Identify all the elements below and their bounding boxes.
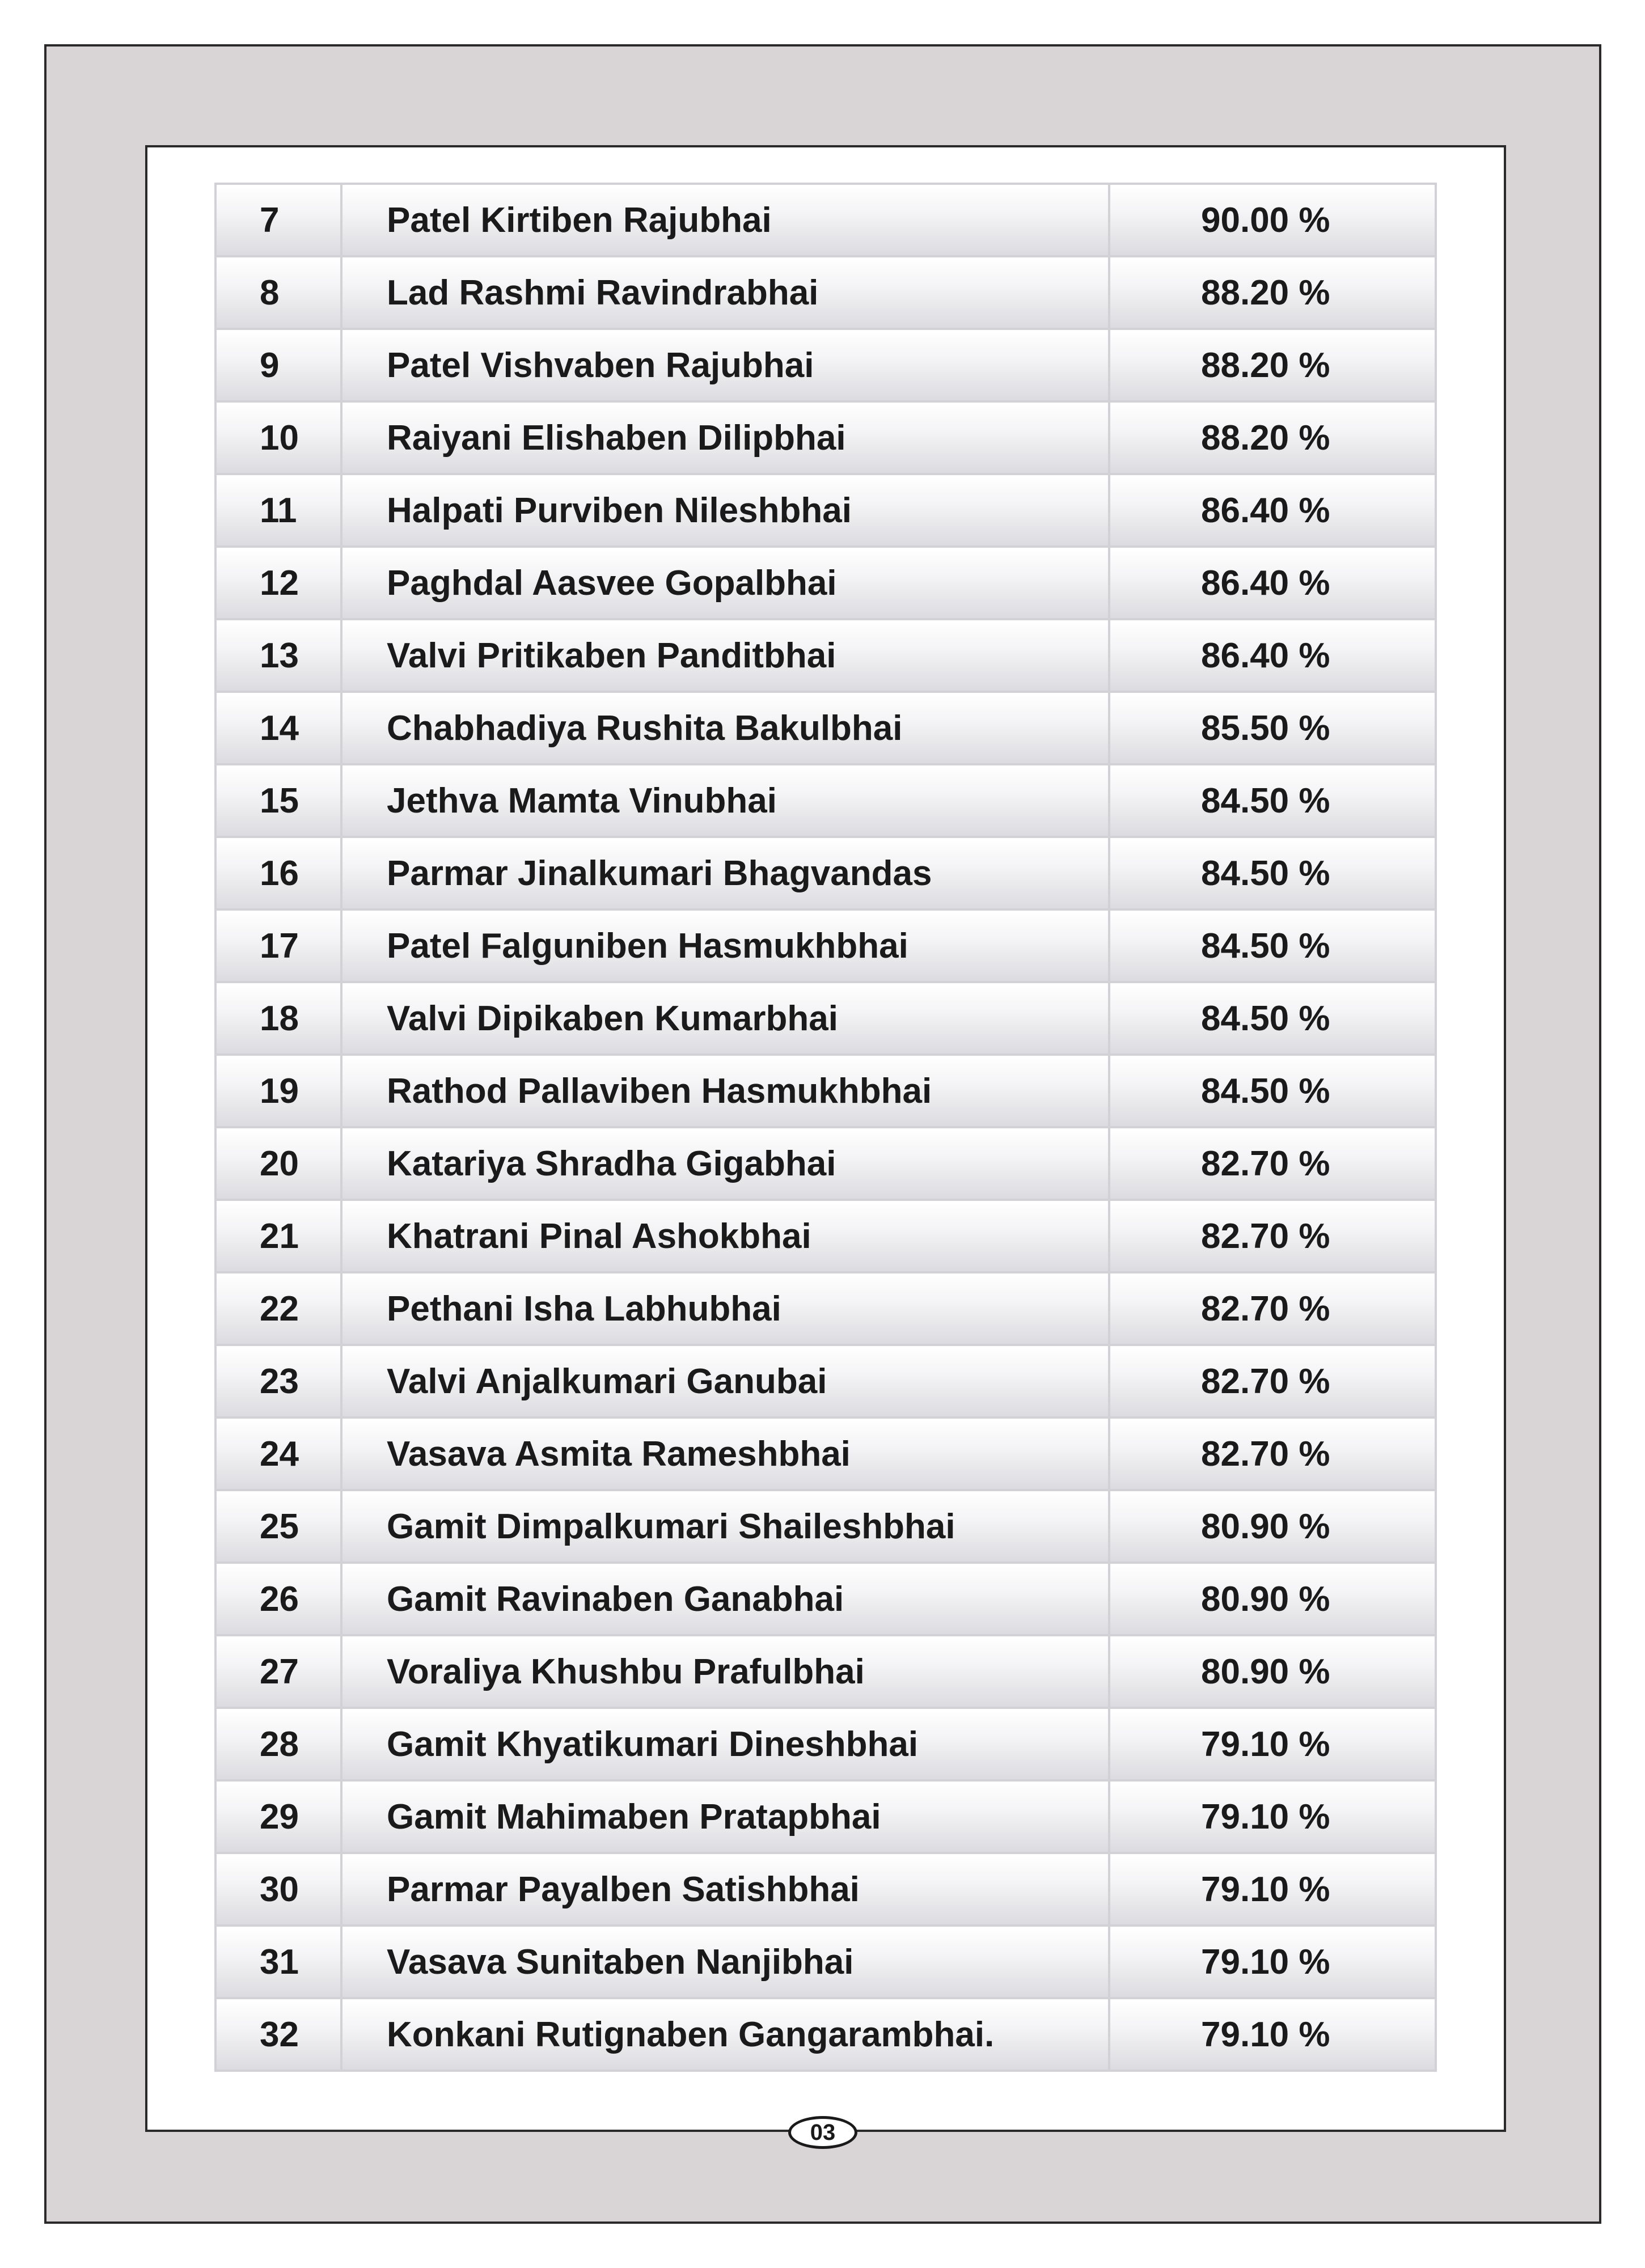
percentage-cell: 84.50 %	[1109, 909, 1436, 982]
student-name-cell: Vasava Asmita Rameshbhai	[341, 1417, 1109, 1490]
table-row	[215, 1780, 1436, 1853]
student-name-cell: Konkani Rutignaben Gangarambhai.	[341, 1998, 1109, 2071]
serial-number-cell: 18	[215, 982, 341, 1055]
table-row	[215, 329, 1436, 401]
serial-number-cell: 13	[215, 619, 341, 692]
table-row	[215, 1200, 1436, 1272]
percentage-cell: 79.10 %	[1109, 1780, 1436, 1853]
serial-number-cell: 26	[215, 1563, 341, 1635]
student-name-cell: Patel Vishvaben Rajubhai	[341, 329, 1109, 401]
student-name-cell: Jethva Mamta Vinubhai	[341, 764, 1109, 837]
student-name-cell: Valvi Anjalkumari Ganubai	[341, 1345, 1109, 1417]
percentage-cell: 82.70 %	[1109, 1200, 1436, 1272]
student-name-cell: Raiyani Elishaben Dilipbhai	[341, 401, 1109, 474]
serial-number-cell: 22	[215, 1272, 341, 1345]
student-name-cell: Paghdal Aasvee Gopalbhai	[341, 547, 1109, 619]
percentage-cell: 79.10 %	[1109, 1926, 1436, 1998]
serial-number-cell: 9	[215, 329, 341, 401]
student-name-cell: Parmar Jinalkumari Bhagvandas	[341, 837, 1109, 909]
percentage-cell: 88.20 %	[1109, 401, 1436, 474]
percentage-cell: 80.90 %	[1109, 1490, 1436, 1563]
student-name-cell: Patel Falguniben Hasmukhbhai	[341, 909, 1109, 982]
student-name-cell: Pethani Isha Labhubhai	[341, 1272, 1109, 1345]
table-row	[215, 256, 1436, 329]
percentage-cell: 79.10 %	[1109, 1998, 1436, 2071]
student-name-cell: Rathod Pallaviben Hasmukhbhai	[341, 1055, 1109, 1127]
student-name-cell: Valvi Dipikaben Kumarbhai	[341, 982, 1109, 1055]
serial-number-cell: 23	[215, 1345, 341, 1417]
table-row	[215, 1055, 1436, 1127]
serial-number-cell: 7	[215, 184, 341, 256]
serial-number-cell: 30	[215, 1853, 341, 1926]
serial-number-cell: 24	[215, 1417, 341, 1490]
serial-number-cell: 19	[215, 1055, 341, 1127]
serial-number-cell: 15	[215, 764, 341, 837]
serial-number-cell: 27	[215, 1635, 341, 1708]
table-row	[215, 837, 1436, 909]
percentage-cell: 82.70 %	[1109, 1417, 1436, 1490]
percentage-cell: 90.00 %	[1109, 184, 1436, 256]
table-row	[215, 1998, 1436, 2071]
table-row	[215, 1853, 1436, 1926]
student-name-cell: Gamit Mahimaben Pratapbhai	[341, 1780, 1109, 1853]
serial-number-cell: 10	[215, 401, 341, 474]
percentage-cell: 79.10 %	[1109, 1708, 1436, 1780]
percentage-cell: 82.70 %	[1109, 1127, 1436, 1200]
table-row	[215, 1272, 1436, 1345]
serial-number-cell: 8	[215, 256, 341, 329]
table-row	[215, 1127, 1436, 1200]
table-row	[215, 1635, 1436, 1708]
table-row	[215, 184, 1436, 256]
student-name-cell: Katariya Shradha Gigabhai	[341, 1127, 1109, 1200]
student-name-cell: Gamit Khyatikumari Dineshbhai	[341, 1708, 1109, 1780]
table-row	[215, 1926, 1436, 1998]
table-row	[215, 1563, 1436, 1635]
student-name-cell: Parmar Payalben Satishbhai	[341, 1853, 1109, 1926]
serial-number-cell: 31	[215, 1926, 341, 1998]
results-table	[214, 183, 1437, 2072]
table-row	[215, 1490, 1436, 1563]
percentage-cell: 82.70 %	[1109, 1272, 1436, 1345]
student-name-cell: Lad Rashmi Ravindrabhai	[341, 256, 1109, 329]
percentage-cell: 82.70 %	[1109, 1345, 1436, 1417]
table-row	[215, 1708, 1436, 1780]
table-row	[215, 547, 1436, 619]
serial-number-cell: 21	[215, 1200, 341, 1272]
table-row	[215, 474, 1436, 547]
serial-number-cell: 32	[215, 1998, 341, 2071]
serial-number-cell: 16	[215, 837, 341, 909]
serial-number-cell: 29	[215, 1780, 341, 1853]
student-name-cell: Voraliya Khushbu Prafulbhai	[341, 1635, 1109, 1708]
percentage-cell: 86.40 %	[1109, 619, 1436, 692]
percentage-cell: 86.40 %	[1109, 547, 1436, 619]
student-name-cell: Valvi Pritikaben Panditbhai	[341, 619, 1109, 692]
percentage-cell: 86.40 %	[1109, 474, 1436, 547]
table-row	[215, 401, 1436, 474]
student-name-cell: Chabhadiya Rushita Bakulbhai	[341, 692, 1109, 764]
percentage-cell: 84.50 %	[1109, 837, 1436, 909]
serial-number-cell: 12	[215, 547, 341, 619]
serial-number-cell: 20	[215, 1127, 341, 1200]
percentage-cell: 88.20 %	[1109, 256, 1436, 329]
percentage-cell: 80.90 %	[1109, 1635, 1436, 1708]
table-row	[215, 1417, 1436, 1490]
table-row	[215, 619, 1436, 692]
percentage-cell: 84.50 %	[1109, 1055, 1436, 1127]
student-name-cell: Gamit Dimpalkumari Shaileshbhai	[341, 1490, 1109, 1563]
serial-number-cell: 17	[215, 909, 341, 982]
table-row	[215, 982, 1436, 1055]
percentage-cell: 88.20 %	[1109, 329, 1436, 401]
table-row	[215, 909, 1436, 982]
table-row	[215, 1345, 1436, 1417]
table-row	[215, 692, 1436, 764]
results-table-body	[215, 184, 1436, 2071]
percentage-cell: 84.50 %	[1109, 764, 1436, 837]
serial-number-cell: 25	[215, 1490, 341, 1563]
serial-number-cell: 11	[215, 474, 341, 547]
percentage-cell: 85.50 %	[1109, 692, 1436, 764]
student-name-cell: Patel Kirtiben Rajubhai	[341, 184, 1109, 256]
percentage-cell: 80.90 %	[1109, 1563, 1436, 1635]
table-row	[215, 764, 1436, 837]
student-name-cell: Khatrani Pinal Ashokbhai	[341, 1200, 1109, 1272]
serial-number-cell: 28	[215, 1708, 341, 1780]
student-name-cell: Vasava Sunitaben Nanjibhai	[341, 1926, 1109, 1998]
student-name-cell: Halpati Purviben Nileshbhai	[341, 474, 1109, 547]
page-number-badge: 03	[788, 2116, 857, 2149]
percentage-cell: 84.50 %	[1109, 982, 1436, 1055]
percentage-cell: 79.10 %	[1109, 1853, 1436, 1926]
serial-number-cell: 14	[215, 692, 341, 764]
student-name-cell: Gamit Ravinaben Ganabhai	[341, 1563, 1109, 1635]
